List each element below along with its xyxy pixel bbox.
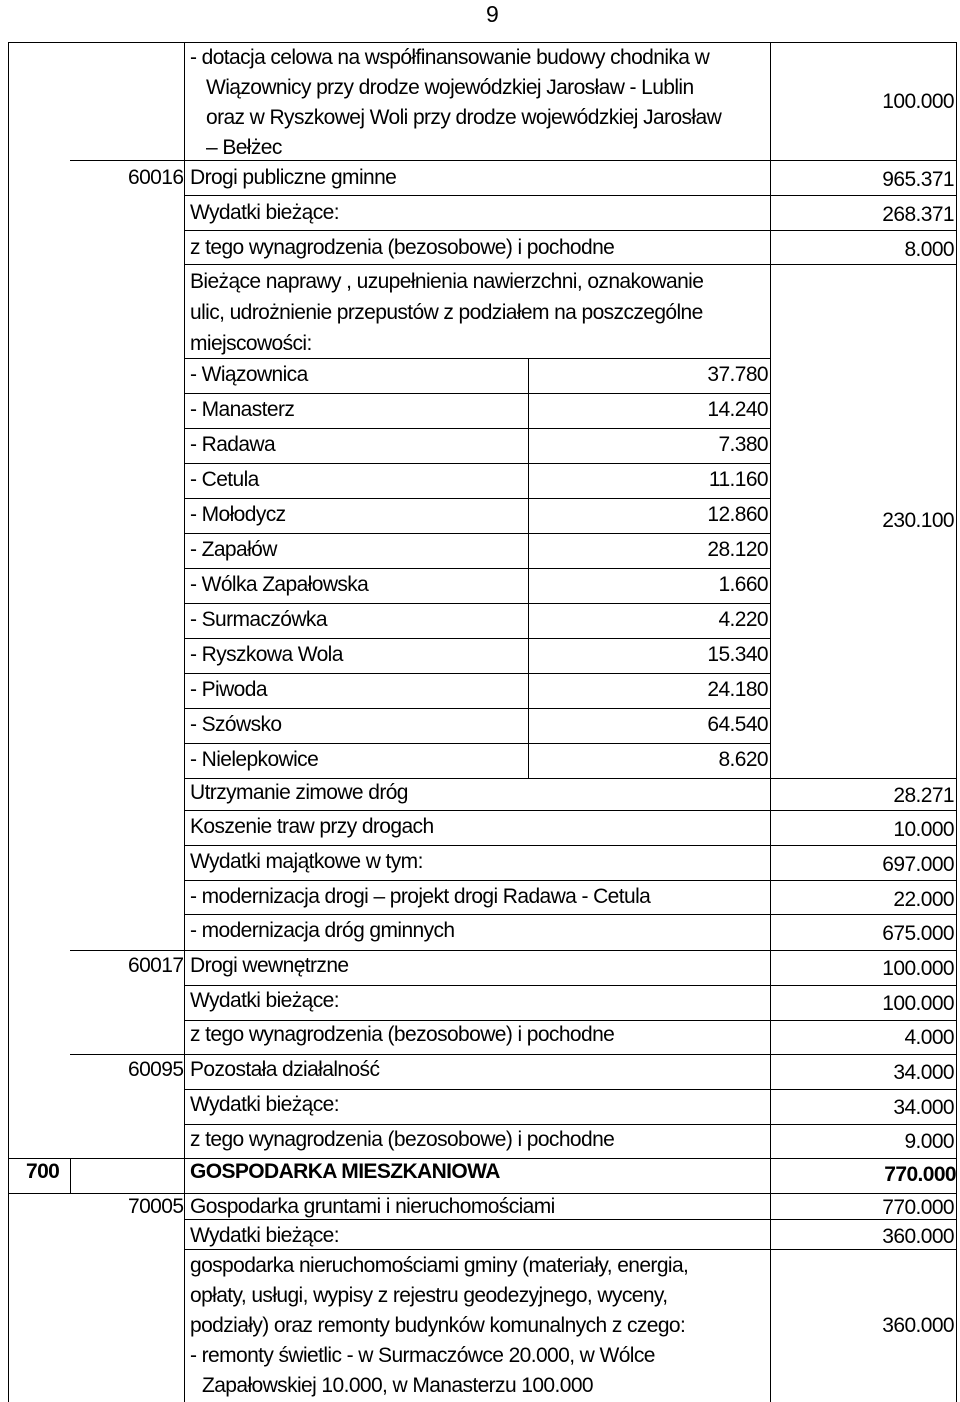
- property-line-4: - remonty świetlic - w Surmaczówce 20.000, w Wólce: [190, 1344, 655, 1367]
- chapter-label-700: GOSPODARKA MIESZKANIOWA: [190, 1160, 500, 1183]
- row-line: [184, 533, 770, 534]
- row-line: [184, 1020, 957, 1021]
- current-expenses-amount: 100.000: [882, 992, 954, 1015]
- page-number: 9: [486, 1, 499, 27]
- modernization-roads-amount: 675.000: [882, 922, 954, 945]
- row-line: [184, 743, 770, 744]
- wages-amount: 8.000: [904, 238, 954, 261]
- place-value: 4.220: [718, 608, 768, 631]
- repairs-amount: 230.100: [882, 509, 954, 532]
- place-name: - Manasterz: [190, 398, 295, 421]
- row-line: [184, 603, 770, 604]
- place-value: 8.620: [718, 748, 768, 771]
- row-line: [184, 1089, 957, 1090]
- place-name: - Radawa: [190, 433, 276, 456]
- table-border-left: [8, 42, 9, 1402]
- row-line: [184, 880, 957, 881]
- section-label-70005: Gospodarka gruntami i nieruchomościami: [190, 1195, 555, 1218]
- capital-expenses-label: Wydatki majątkowe w tym:: [190, 850, 423, 873]
- place-value: 11.160: [708, 468, 768, 491]
- place-name: - Zapałów: [190, 538, 277, 561]
- place-name: - Cetula: [190, 468, 259, 491]
- property-line-1: gospodarka nieruchomościami gminy (materiały, energia,: [190, 1254, 689, 1277]
- row-line: [70, 160, 957, 161]
- row-line: [8, 1193, 957, 1194]
- dotacja-line-1: - dotacja celowa na współfinansowanie budowy chodnika w: [190, 46, 710, 69]
- place-value: 14.240: [707, 398, 768, 421]
- section-amount-60017: 100.000: [882, 957, 954, 980]
- row-line: [184, 498, 770, 499]
- chapter-amount-700: 770.000: [884, 1163, 956, 1186]
- row-line: [184, 568, 770, 569]
- table-divider-subrow: [184, 42, 185, 1402]
- current-expenses-label: Wydatki bieżące:: [190, 1093, 339, 1116]
- place-value: 24.180: [707, 678, 768, 701]
- row-line: [70, 1054, 957, 1055]
- section-label-60017: Drogi wewnętrzne: [190, 954, 349, 977]
- place-value: 1.660: [718, 573, 768, 596]
- property-line-3: podziały) oraz remonty budynków komunalnych z czego:: [190, 1314, 686, 1337]
- place-name: - Mołodycz: [190, 503, 286, 526]
- row-line: [8, 1158, 957, 1159]
- property-line-5: Zapałowskiej 10.000, w Manasterzu 100.000: [202, 1374, 593, 1397]
- section-amount-60016: 965.371: [882, 168, 954, 191]
- winter-maintenance-label: Utrzymanie zimowe dróg: [190, 781, 408, 804]
- section-code-60095: 60095: [128, 1058, 184, 1081]
- row-line: [70, 950, 957, 951]
- row-line: [184, 1249, 957, 1250]
- section-code-60017: 60017: [128, 954, 184, 977]
- section-code-70005: 70005: [128, 1195, 184, 1218]
- table-border-top: [8, 42, 957, 43]
- row-line: [184, 638, 770, 639]
- place-value: 64.540: [707, 713, 768, 736]
- table-divider-amount: [770, 42, 771, 1402]
- modernization-roads-label: - modernizacja dróg gminnych: [190, 919, 455, 942]
- place-name: - Szówsko: [190, 713, 282, 736]
- winter-maintenance-amount: 28.271: [893, 784, 954, 807]
- mowing-label: Koszenie traw przy drogach: [190, 815, 434, 838]
- chapter-code-700: 700: [26, 1160, 60, 1183]
- row-line: [184, 914, 957, 915]
- section-code-60016: 60016: [128, 166, 184, 189]
- modernization-radawa-label: - modernizacja drogi – projekt drogi Radawa - Cetula: [190, 885, 651, 908]
- wages-amount: 9.000: [904, 1130, 954, 1153]
- section-amount-70005: 770.000: [882, 1196, 954, 1219]
- row-line: [184, 428, 770, 429]
- dotacja-line-2: Wiązownicy przy drodze wojewódzkiej Jarosław - Lublin: [206, 76, 694, 99]
- property-line-2: opłaty, usługi, wypisy z rejestru geodezyjnego, wyceny,: [190, 1284, 668, 1307]
- place-name: - Wiązownica: [190, 363, 308, 386]
- table-border-right: [956, 42, 957, 1402]
- place-name: - Wólka Zapałowska: [190, 573, 369, 596]
- row-line: [184, 463, 770, 464]
- row-line: [184, 778, 957, 779]
- current-expenses-label: Wydatki bieżące:: [190, 989, 339, 1012]
- wages-label: z tego wynagrodzenia (bezosobowe) i pochodne: [190, 236, 615, 259]
- current-expenses-amount: 268.371: [882, 203, 954, 226]
- row-line: [184, 264, 957, 265]
- row-line: [184, 810, 957, 811]
- place-name: - Ryszkowa Wola: [190, 643, 343, 666]
- current-expenses-amount: 360.000: [882, 1225, 954, 1248]
- row-line: [184, 985, 957, 986]
- row-line: [184, 230, 957, 231]
- place-value: 15.340: [707, 643, 768, 666]
- place-value: 28.120: [707, 538, 768, 561]
- row-line: [184, 358, 770, 359]
- section-label-60016: Drogi publiczne gminne: [190, 166, 397, 189]
- place-value: 37.780: [707, 363, 768, 386]
- row-line: [184, 1124, 957, 1125]
- row-line: [184, 845, 957, 846]
- row-line: [184, 195, 957, 196]
- repairs-line-2: ulic, udrożnienie przepustów z podziałem na poszczególne: [190, 301, 703, 324]
- place-name: - Nielepkowice: [190, 748, 319, 771]
- wages-label: z tego wynagrodzenia (bezosobowe) i pochodne: [190, 1128, 615, 1151]
- property-amount: 360.000: [882, 1314, 954, 1337]
- place-name: - Surmaczówka: [190, 608, 327, 631]
- section-label-60095: Pozostała działalność: [190, 1058, 380, 1081]
- modernization-radawa-amount: 22.000: [893, 888, 954, 911]
- row-line: [184, 393, 770, 394]
- row-line: [184, 708, 770, 709]
- repairs-line-3: miejscowości:: [190, 332, 312, 355]
- current-expenses-label: Wydatki bieżące:: [190, 201, 339, 224]
- dotacja-line-4: – Bełżec: [206, 136, 282, 159]
- dotacja-amount: 100.000: [882, 90, 954, 113]
- mowing-amount: 10.000: [893, 818, 954, 841]
- capital-expenses-amount: 697.000: [882, 853, 954, 876]
- current-expenses-amount: 34.000: [893, 1096, 954, 1119]
- wages-amount: 4.000: [904, 1026, 954, 1049]
- place-value: 7.380: [718, 433, 768, 456]
- place-name: - Piwoda: [190, 678, 267, 701]
- dotacja-line-3: oraz w Ryszkowej Woli przy drodze wojewódzkiej Jarosław: [206, 106, 722, 129]
- table-divider-chapter: [70, 1158, 71, 1194]
- section-amount-60095: 34.000: [893, 1061, 954, 1084]
- place-value: 12.860: [707, 503, 768, 526]
- row-line: [184, 673, 770, 674]
- repairs-line-1: Bieżące naprawy , uzupełnienia nawierzchni, oznakowanie: [190, 270, 704, 293]
- wages-label: z tego wynagrodzenia (bezosobowe) i pochodne: [190, 1023, 615, 1046]
- current-expenses-label: Wydatki bieżące:: [190, 1224, 339, 1247]
